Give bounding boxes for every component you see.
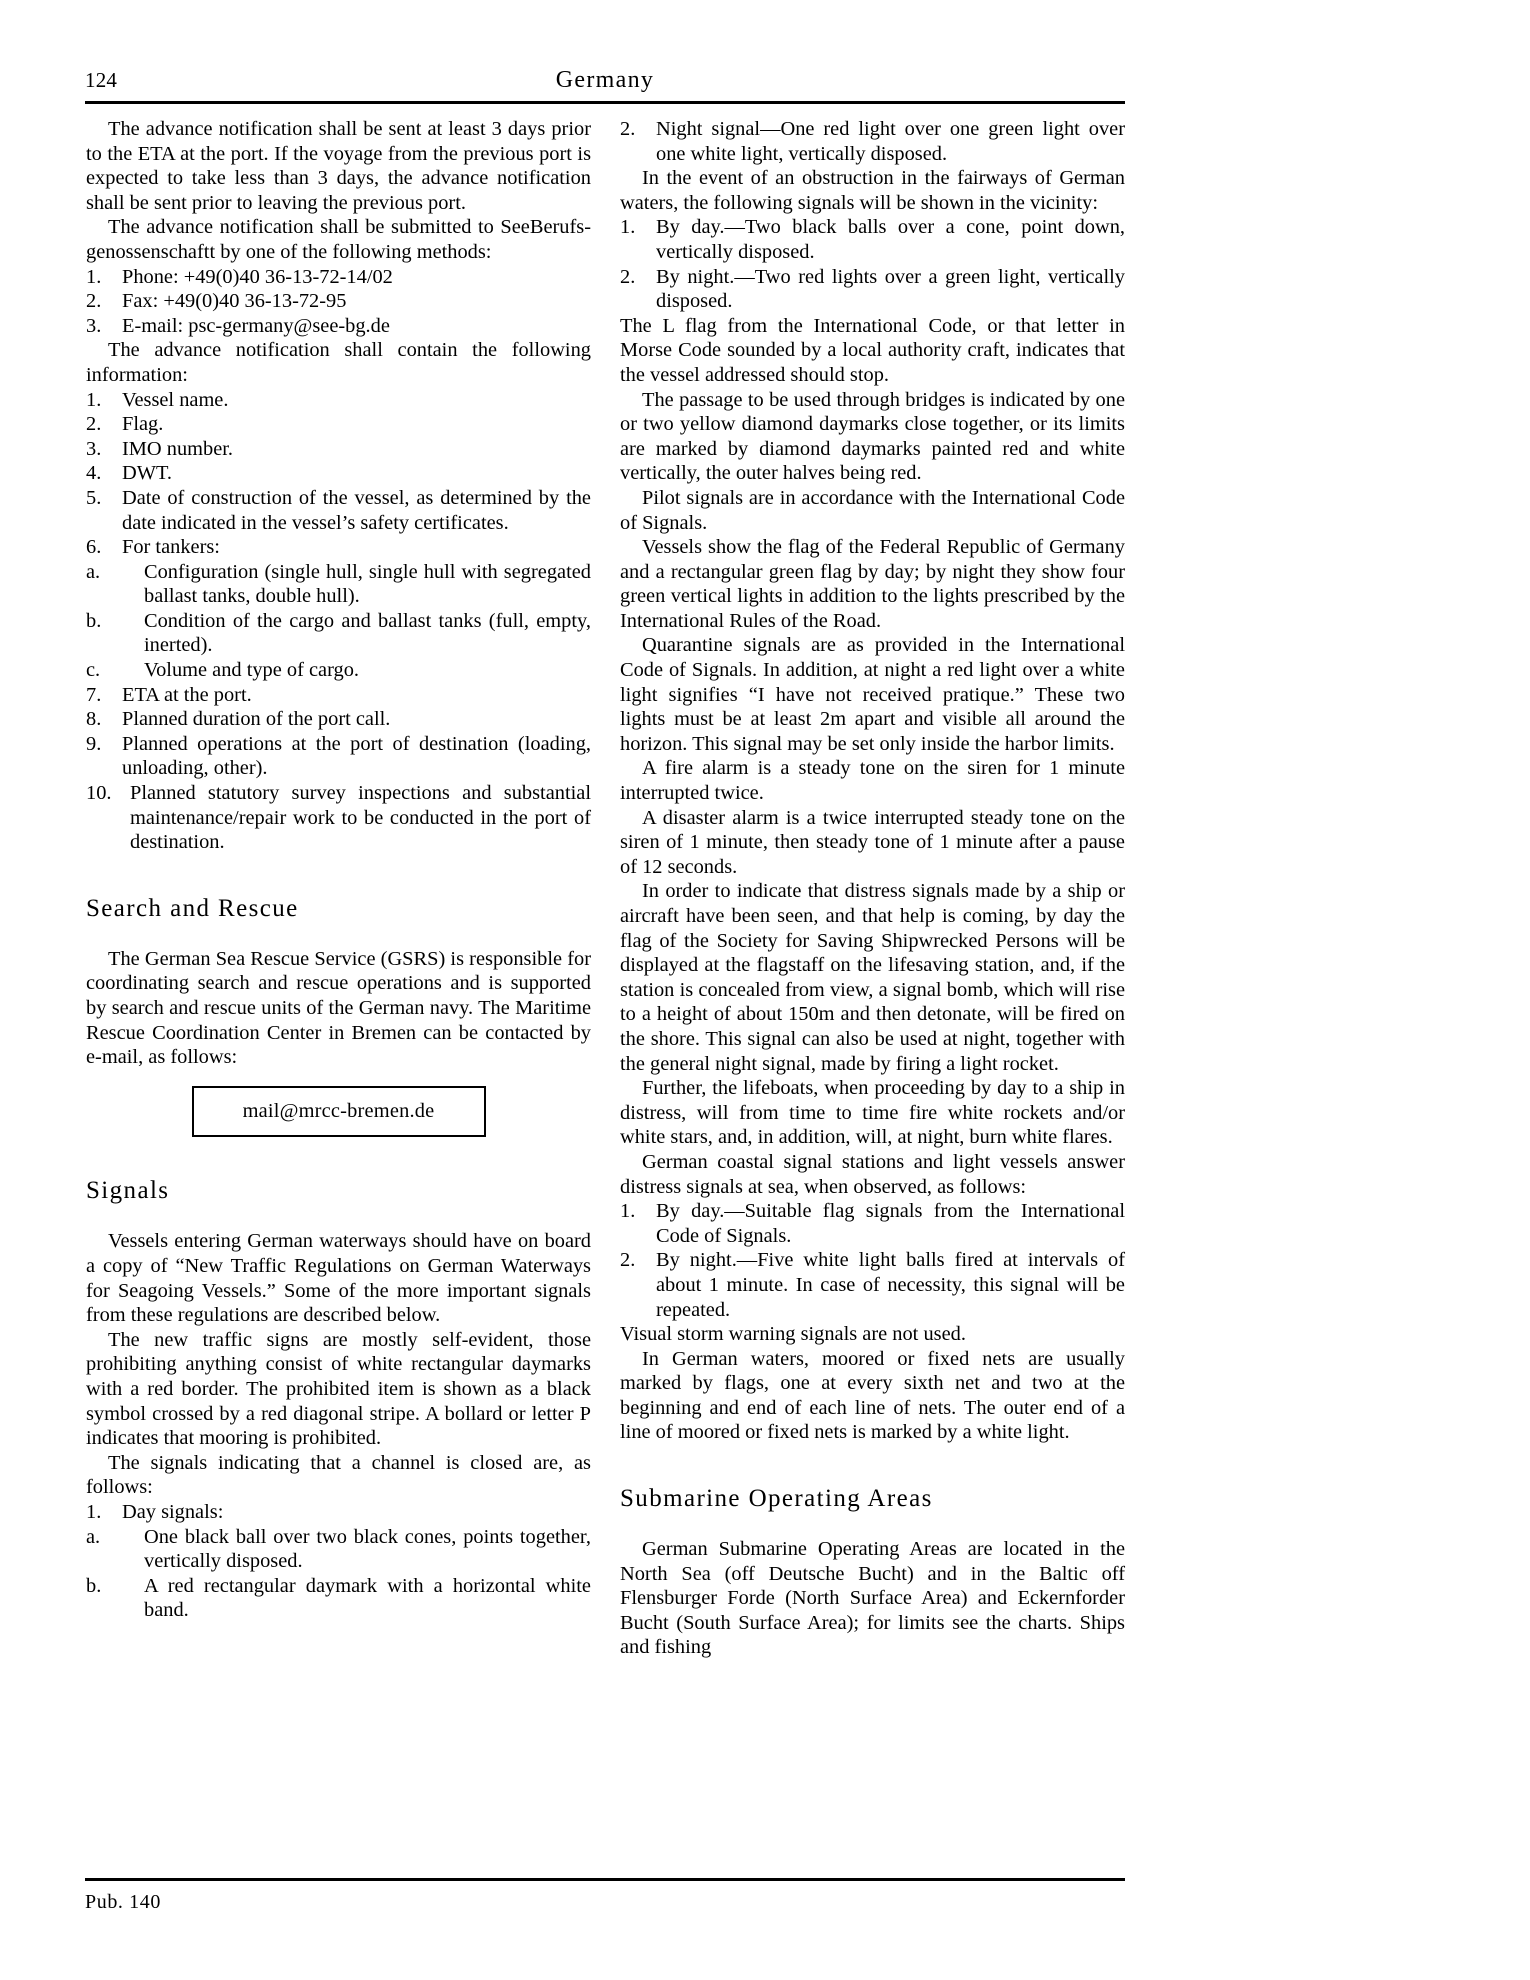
paragraph: The signals indicating that a channel is closed are, as follows: (86, 1451, 591, 1499)
page-header (85, 66, 1125, 100)
email-box-container (86, 1086, 591, 1138)
paragraph: A fire alarm is a steady tone on the siren for 1 minute interrupted twice. (620, 757, 1125, 805)
list-item (86, 388, 591, 413)
section-heading-signals: Signals (86, 1177, 170, 1205)
list-marker: 1. (620, 1200, 636, 1223)
list-marker: 3. (86, 437, 102, 460)
list-item-text: A red rectangular daymark with a horizontal white band. (144, 1574, 591, 1622)
list-item (620, 215, 1125, 264)
list-marker: b. (86, 1574, 102, 1597)
list-item-text: IMO number. (122, 437, 234, 460)
paragraph: The advance notification shall be sent at least 3 days prior to the ETA at the port. If the voyage from the previous port is expected to take less than 3 days, the advance notification shall be sent prior to leaving the previous port. (86, 118, 591, 214)
list-item (86, 683, 591, 708)
paragraph: Vessels show the flag of the Federal Republic of Germany and a rectangular green flag by day; by night they show four green vertical lights in addition to the lights prescribed by the International Rules of the Road. (620, 536, 1125, 632)
list-item-text: Vessel name. (122, 388, 229, 411)
running-title: Germany (555, 67, 655, 93)
list-item-text: By day.—Suitable flag signals from the International Code of Signals. (656, 1200, 1125, 1247)
header-rule (85, 101, 1125, 104)
spacer (86, 925, 591, 947)
paragraph: German coastal signal stations and light vessels answer distress signals at sea, when observed, as follows: (620, 1150, 1125, 1198)
section-heading-search-and-rescue: Search and Rescue (86, 894, 299, 922)
mrcc-email-box[interactable]: mail@mrcc-bremen.de (192, 1086, 486, 1138)
spacer (86, 1207, 591, 1229)
sub-list-item (86, 1574, 591, 1623)
list-item-text: Phone: +49(0)40 36-13-72-14/02 (122, 265, 393, 288)
section-heading-submarine-operating-areas: Submarine Operating Areas (620, 1485, 933, 1513)
list-marker: 2. (86, 413, 102, 436)
list-item (620, 117, 1125, 166)
paragraph: Further, the lifeboats, when proceeding by day to a ship in distress, will from time to time fire white rockets and/or white stars, and, in addition, will, at night, burn white flares. (620, 1077, 1125, 1149)
list-item-text: Condition of the cargo and ballast tanks (full, empty, inerted). (144, 609, 591, 657)
list-item-text: Night signal—One red light over one green light over one white light, vertically disposed. (656, 118, 1125, 165)
spacer (86, 1137, 591, 1175)
left-column (86, 117, 591, 1623)
list-marker: 1. (86, 265, 102, 288)
list-marker: 1. (620, 216, 636, 239)
list-item (86, 265, 591, 290)
paragraph: Quarantine signals are as provided in the International Code of Signals. In addition, at night a red light over a white light signifies “I have not received pratique.” These two lights must be at least 2m apart and visible all around the horizon. This signal may be set only inside the harbor limits. (620, 634, 1125, 755)
list-marker: 2. (620, 118, 636, 140)
paragraph: Vessels entering German waterways should have on board a copy of “New Traffic Regulations on German Waterways for Seagoing Vessels.” Some of the more important signals from these regulations are described below. (86, 1230, 591, 1327)
list-marker: 2. (86, 290, 102, 313)
paragraph: In the event of an obstruction in the fairways of German waters, the following signals will be shown in the vicinity: (620, 167, 1125, 214)
list-item (86, 535, 591, 560)
list-marker: 9. (86, 732, 102, 755)
list-item (86, 412, 591, 437)
list-item-text: By night.—Two red lights over a green light, vertically disposed. (656, 265, 1125, 313)
list-item (620, 1199, 1125, 1248)
list-item (620, 265, 1125, 314)
list-item (86, 437, 591, 462)
list-marker: a. (86, 1525, 101, 1548)
list-item (86, 486, 591, 535)
list-item-text: For tankers: (122, 536, 220, 559)
list-item-text: Day signals: (122, 1500, 224, 1523)
spacer (86, 855, 591, 893)
paragraph: The new traffic signs are mostly self-evident, those prohibiting anything consist of white rectangular daymarks with a red border. The prohibited item is shown as a black symbol crossed by a red diagonal stripe. A bollard or letter P indicates that mooring is prohibited. (86, 1328, 591, 1450)
list-marker: 2. (620, 1249, 636, 1272)
list-item-text: Configuration (single hull, single hull with segregated ballast tanks, double hull). (144, 560, 591, 608)
sub-list-item (86, 560, 591, 609)
spacer (620, 1445, 1125, 1483)
list-item-text: By day.—Two black balls over a cone, point down, vertically disposed. (656, 216, 1125, 263)
right-column (620, 117, 1125, 1660)
list-marker: 5. (86, 486, 102, 509)
paragraph: The advance notification shall be submitted to SeeBerufs-genossenschaftt by one of the following methods: (86, 216, 591, 263)
list-item (86, 289, 591, 314)
list-item (86, 707, 591, 732)
list-item-text: Fax: +49(0)40 36-13-72-95 (122, 290, 347, 313)
paragraph: Visual storm warning signals are not used. (620, 1323, 966, 1346)
list-marker: c. (86, 659, 101, 682)
paragraph: In order to indicate that distress signals made by a ship or aircraft have been seen, and that help is coming, by day the flag of the Society for Saving Shipwrecked Persons will be displayed at the flagstaff on the lifesaving station, and, if the station is concealed from view, a signal bomb, which will rise to a height of about 150m and then detonate, will be fired on the shore. This signal can also be used at night, together with the general night signal, made by firing a light rocket. (620, 880, 1125, 1075)
paragraph: Pilot signals are in accordance with the International Code of Signals. (620, 486, 1125, 534)
list-marker: a. (86, 560, 101, 583)
list-item (620, 1248, 1125, 1322)
list-item-text: Planned operations at the port of destination (loading, unloading, other). (122, 732, 591, 780)
list-marker: 3. (86, 314, 102, 337)
footer-rule (85, 1878, 1125, 1881)
list-marker: 1. (86, 1500, 102, 1523)
paragraph: In German waters, moored or fixed nets are usually marked by flags, one at every sixth net and two at the beginning and end of each line of nets. The outer end of a line of moored or fixed nets is marked by a white light. (620, 1347, 1125, 1444)
list-item (86, 1500, 591, 1525)
paragraph: The L flag from the International Code, or that letter in Morse Code sounded by a local authority craft, indicates that the vessel addressed should stop. (620, 314, 1125, 386)
list-marker: 7. (86, 683, 102, 706)
sub-list-item (86, 1525, 591, 1574)
list-item-text: Date of construction of the vessel, as determined by the date indicated in the vessel’s safety certificates. (122, 486, 591, 534)
list-marker: b. (86, 609, 102, 632)
paragraph: German Submarine Operating Areas are located in the North Sea (off Deutsche Bucht) and in the Baltic off Flensburger Forde (North Surface Area) and Eckernforder Bucht (South Surface Area); for limits see the charts. Ships and fishing (620, 1538, 1125, 1659)
list-marker: 6. (86, 536, 102, 559)
page-number: 124 (85, 68, 118, 92)
list-marker: 2. (620, 265, 636, 288)
list-item-text: ETA at the port. (122, 683, 252, 706)
paragraph: The passage to be used through bridges is indicated by one or two yellow diamond daymarks close together, or its limits are marked by diamond daymarks painted red and white vertically, the outer halves being red. (620, 388, 1125, 485)
paragraph: The advance notification shall contain the following information: (86, 339, 591, 386)
list-item (86, 461, 591, 486)
publication-number: Pub. 140 (85, 1891, 161, 1913)
paragraph: The German Sea Rescue Service (GSRS) is responsible for coordinating search and rescue operations and is supported by search and rescue units of the German navy. The Maritime Rescue Coordination Center in Bremen can be contacted by e-mail, as follows: (86, 947, 591, 1069)
list-item-text: By night.—Five white light balls fired at intervals of about 1 minute. In case of necessity, this signal will be repeated. (656, 1249, 1125, 1321)
spacer (620, 1515, 1125, 1537)
list-item (86, 781, 591, 855)
list-item (86, 314, 591, 339)
list-marker: 8. (86, 708, 102, 731)
list-item-text: One black ball over two black cones, points together, vertically disposed. (144, 1525, 591, 1573)
list-item-text: Planned statutory survey inspections and substantial maintenance/repair work to be conducted in the port of destination. (130, 782, 591, 854)
sub-list-item (86, 658, 591, 683)
list-marker: 4. (86, 462, 102, 485)
list-item (86, 732, 591, 781)
paragraph: A disaster alarm is a twice interrupted steady tone on the siren of 1 minute, then steady tone of 1 minute after a pause of 12 seconds. (620, 806, 1125, 878)
list-item-text: Volume and type of cargo. (144, 659, 359, 682)
list-marker: 1. (86, 388, 102, 411)
list-item-text: Flag. (122, 413, 164, 436)
sub-list-item (86, 609, 591, 658)
list-item-text: E-mail: psc-germany@see-bg.de (122, 314, 390, 337)
list-item-text: DWT. (122, 462, 173, 485)
list-marker: 10. (86, 782, 112, 805)
list-item-text: Planned duration of the port call. (122, 708, 391, 731)
